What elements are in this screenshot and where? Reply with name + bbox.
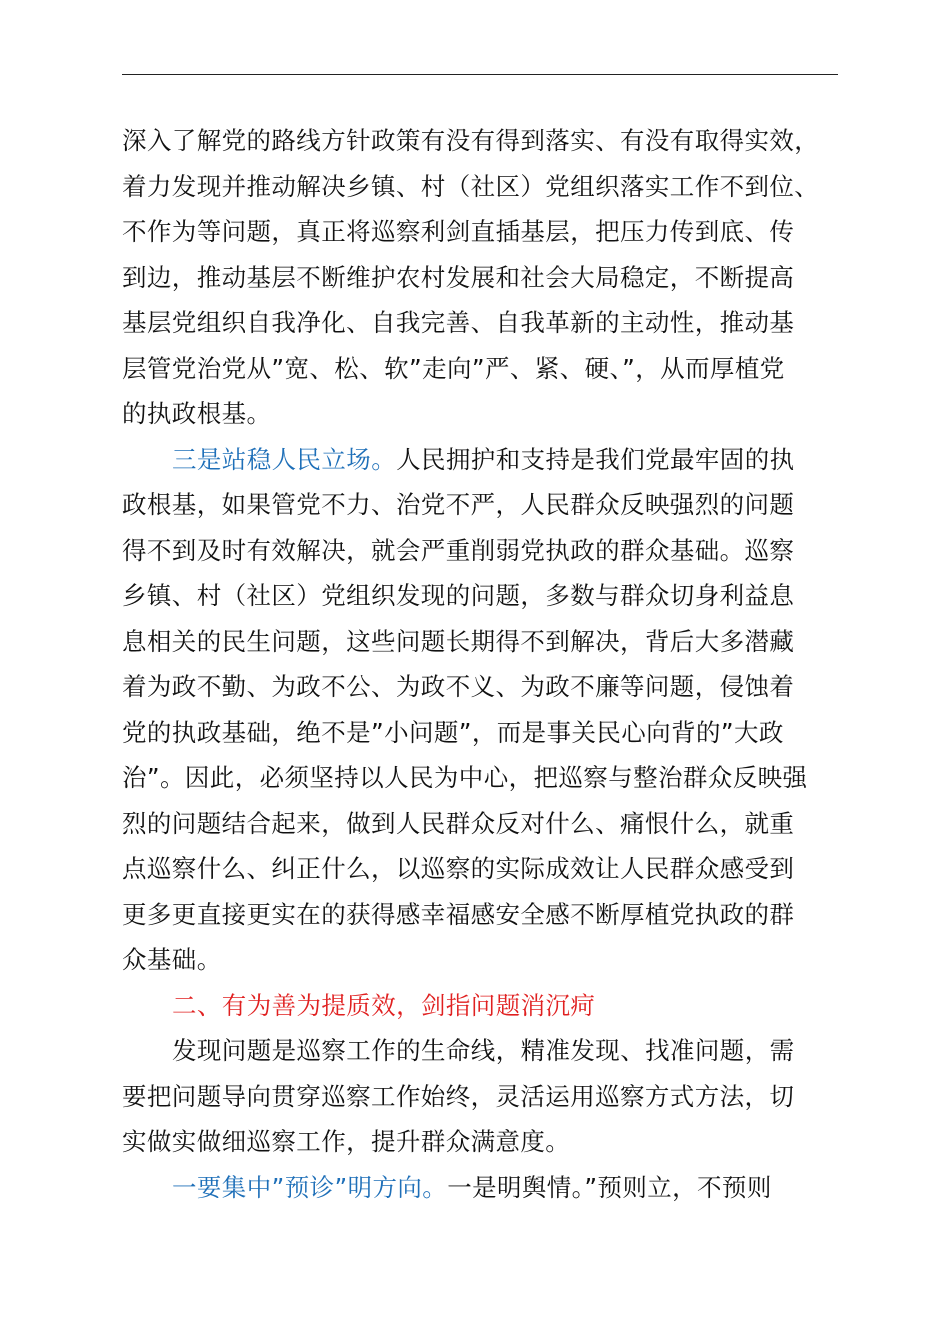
text-line: 到边，推动基层不断维护农村发展和社会大局稳定，不断提高 (122, 262, 795, 292)
text-line: 更多更直接更实在的获得感幸福感安全感不断厚植党执政的群 (122, 899, 795, 929)
header-rule (122, 74, 838, 75)
subheading-pre-diagnosis: 一要集中”预诊”明方向。 (172, 1172, 448, 1202)
text-line: 乡镇、村（社区）党组织发现的问题，多数与群众切身利益息 (122, 581, 795, 610)
paragraph-problem-finding (122, 1028, 838, 1165)
text-line: 要把问题导向贯穿巡察工作始终，灵活运用巡察方式方法，切 (122, 1081, 795, 1111)
paragraph-people-stance (122, 437, 838, 983)
text-run: 人民拥护和支持是我们党最牢固的执 (396, 444, 795, 474)
text-line: 政根基，如果管党不力、治党不严，人民群众反映强烈的问题 (122, 490, 795, 519)
paragraph-first-line (122, 437, 838, 483)
text-line: 着为政不勤、为政不公、为政不义、为政不廉等问题，侵蚀着 (122, 672, 795, 701)
text-line: 众基础。 (122, 945, 222, 974)
text-line: 不作为等问题，真正将巡察利剑直插基层，把压力传到底、传 (122, 217, 795, 246)
text-line: 着力发现并推动解决乡镇、村（社区）党组织落实工作不到位、 (122, 171, 820, 201)
text-line: 党的执政基础，绝不是”小问题”，而是事关民心向背的”大政 (122, 717, 784, 747)
text-line: 得不到及时有效解决，就会严重削弱党执政的群众基础。巡察 (122, 535, 795, 565)
subheading-people-stance: 三是站稳人民立场。 (172, 444, 397, 474)
text-line: 基层党组织自我净化、自我完善、自我革新的主动性，推动基 (122, 308, 795, 337)
text-line: 层管党治党从”宽、松、软”走向”严、紧、硬、”，从而厚植党 (122, 353, 785, 383)
text-line: 息相关的民生问题，这些问题长期得不到解决，背后大多潜藏 (122, 626, 795, 656)
text-line: 点巡察什么、纠正什么，以巡察的实际成效让人民群众感受到 (122, 854, 795, 883)
text-line: 烈的问题结合起来，做到人民群众反对什么、痛恨什么，就重 (122, 808, 795, 838)
paragraph-first-line (122, 1165, 838, 1211)
text-run: 一是明舆情。”预则立，不预则 (447, 1172, 772, 1202)
section-heading: 二、有为善为提质效，剑指问题消沉疴 (172, 990, 596, 1020)
text-line: 深入了解党的路线方针政策有没有得到落实、有没有取得实效， (122, 126, 820, 155)
text-line: 实做实做细巡察工作，提升群众满意度。 (122, 1127, 571, 1156)
text-line: 治”。因此，必须坚持以人民为中心，把巡察与整治群众反映强 (122, 763, 808, 792)
text-line: 的执政根基。 (122, 399, 272, 428)
paragraph-continuation (122, 118, 838, 437)
text-line: 发现问题是巡察工作的生命线，精准发现、找准问题，需 (172, 1036, 795, 1065)
document-body (122, 118, 838, 1210)
